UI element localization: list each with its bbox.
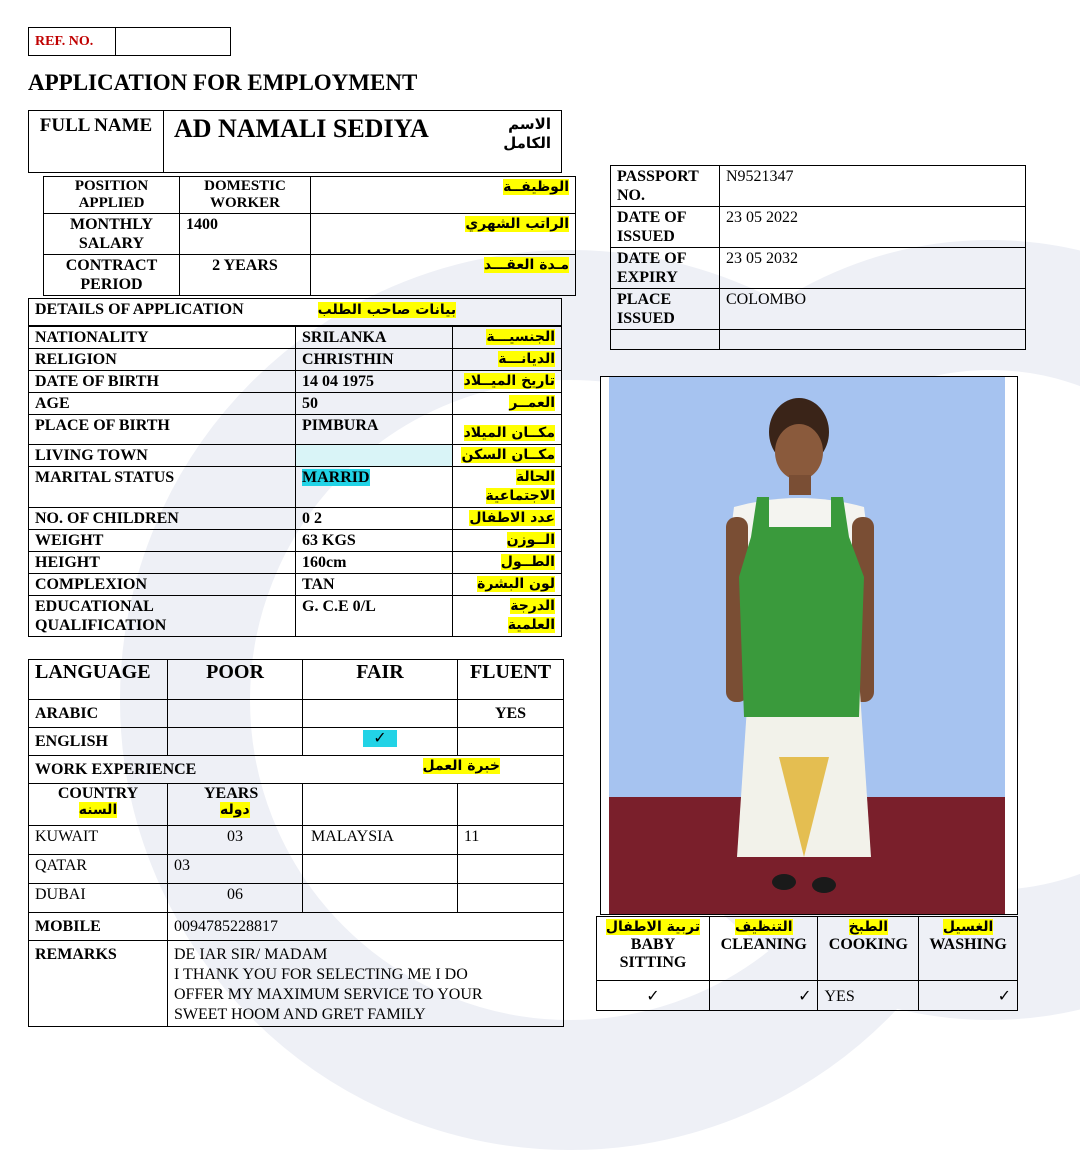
position-value: DOMESTIC WORKER: [180, 177, 311, 214]
living-town-label: LIVING TOWN: [29, 444, 296, 466]
dob-label: DATE OF BIRTH: [29, 370, 296, 392]
marital-ar: الحالة الاجتماعية: [453, 466, 562, 507]
mobile-label: MOBILE: [29, 913, 168, 941]
age-value: 50: [296, 392, 453, 414]
work-label: WORK EXPERIENCE: [29, 756, 303, 784]
children-value: 0 2: [296, 507, 453, 529]
lang-english: ENGLISH: [29, 728, 168, 756]
passport-no-value: N9521347: [720, 166, 1026, 207]
date-issued-value: 23 05 2022: [720, 207, 1026, 248]
ref-table: [28, 27, 231, 56]
work-country-2: MALAYSIA: [303, 826, 458, 855]
nationality-ar: الجنسيـــة: [453, 326, 562, 349]
details-label: DETAILS OF APPLICATION بيانات صاحب الطلب: [29, 299, 562, 326]
remarks-label: REMARKS: [29, 941, 168, 1027]
work-ar: خبرة العمل: [303, 756, 564, 784]
date-expiry-label: DATE OF EXPIRY: [611, 248, 720, 289]
place-issued-value: COLOMBO: [720, 289, 1026, 330]
salary-value: 1400: [180, 214, 311, 255]
english-poor: [168, 728, 303, 756]
english-fluent: [458, 728, 564, 756]
work-country: DUBAI: [29, 884, 168, 913]
work-country-2: [303, 884, 458, 913]
marital-label: MARITAL STATUS: [29, 466, 296, 507]
passport-table: [610, 165, 1026, 350]
work-country: QATAR: [29, 855, 168, 884]
fluent-header: FLUENT: [458, 660, 564, 700]
language-table: [28, 659, 564, 1027]
position-table: [43, 176, 576, 296]
children-ar: عدد الاطفال: [453, 507, 562, 529]
place-issued-label: PLACE ISSUED: [611, 289, 720, 330]
position-ar: الوظيفــة: [311, 177, 576, 214]
skill-cooking: الطبخ COOKING: [818, 917, 919, 981]
full-name-label: FULL NAME: [29, 111, 164, 173]
work-country: KUWAIT: [29, 826, 168, 855]
details-table: [28, 298, 562, 637]
education-value: G. C.E 0/L: [296, 595, 453, 636]
skills-table: [596, 916, 1018, 1011]
applicant-photo: [609, 377, 1005, 914]
age-ar: العمــر: [453, 392, 562, 414]
living-town-value: [296, 444, 453, 466]
applicant-photo-frame: [600, 376, 1018, 915]
pob-value: PIMBURA: [296, 414, 453, 444]
height-label: HEIGHT: [29, 551, 296, 573]
work-country-2: [303, 855, 458, 884]
lang-arabic: ARABIC: [29, 700, 168, 728]
remarks-value: DE IAR SIR/ MADAM I THANK YOU FOR SELECTING ME I DO OFFER MY MAXIMUM SERVICE TO YOUR SWEET HOOM AND GRET FAMILY: [168, 941, 564, 1027]
ref-value[interactable]: [116, 28, 231, 56]
weight-value: 63 KGS: [296, 529, 453, 551]
pob-ar: مكــان الميلاد: [453, 414, 562, 444]
cooking-value: YES: [818, 981, 919, 1011]
religion-ar: الديانـــة: [453, 348, 562, 370]
date-issued-label: DATE OF ISSUED: [611, 207, 720, 248]
work-years: 03: [168, 855, 303, 884]
education-label: EDUCATIONAL QUALIFICATION: [29, 595, 296, 636]
work-years-2: [458, 884, 564, 913]
skill-cleaning: التنظيف CLEANING: [710, 917, 818, 981]
complexion-ar: لون البشرة: [453, 573, 562, 595]
language-header: LANGUAGE: [29, 660, 168, 700]
dob-ar: تاريخ الميــلاد: [453, 370, 562, 392]
country-header: COUNTRY السنه: [29, 784, 168, 826]
living-town-ar: مكــان السكن: [453, 444, 562, 466]
marital-value: MARRID: [296, 466, 453, 507]
age-label: AGE: [29, 392, 296, 414]
work-years: 06: [168, 884, 303, 913]
fair-header: FAIR: [303, 660, 458, 700]
complexion-label: COMPLEXION: [29, 573, 296, 595]
contract-ar: مـدة العقـــد: [311, 255, 576, 296]
page-title: APPLICATION FOR EMPLOYMENT: [28, 70, 418, 95]
poor-header: POOR: [168, 660, 303, 700]
cleaning-value: ✓: [710, 981, 818, 1011]
date-expiry-value: 23 05 2032: [720, 248, 1026, 289]
work-years: 03: [168, 826, 303, 855]
religion-label: RELIGION: [29, 348, 296, 370]
arabic-poor: [168, 700, 303, 728]
salary-label: MONTHLY SALARY: [44, 214, 180, 255]
check-icon: ✓: [363, 730, 396, 747]
baby-sitting-value: ✓: [597, 981, 710, 1011]
contract-label: CONTRACT PERIOD: [44, 255, 180, 296]
nationality-value: SRILANKA: [296, 326, 453, 349]
height-value: 160cm: [296, 551, 453, 573]
work-years-2: [458, 855, 564, 884]
name-table: [28, 110, 562, 173]
work-years-2: 11: [458, 826, 564, 855]
religion-value: CHRISTHIN: [296, 348, 453, 370]
pob-label: PLACE OF BIRTH: [29, 414, 296, 444]
details-ar: بيانات صاحب الطلب: [317, 302, 457, 318]
skill-baby-sitting: تربية الاطفال BABY SITTING: [597, 917, 710, 981]
contract-value: 2 YEARS: [180, 255, 311, 296]
complexion-value: TAN: [296, 573, 453, 595]
ref-label: REF. NO.: [29, 28, 116, 56]
weight-ar: الــوزن: [453, 529, 562, 551]
years-header: YEARS دوله: [168, 784, 303, 826]
full-name-ar: الاسم الكامل: [454, 111, 562, 173]
full-name-value: AD NAMALI SEDIYA: [164, 111, 455, 173]
passport-no-label: PASSPORT NO.: [611, 166, 720, 207]
dob-value: 14 04 1975: [296, 370, 453, 392]
mobile-value: 0094785228817: [168, 913, 564, 941]
english-fair: [303, 728, 458, 756]
weight-label: WEIGHT: [29, 529, 296, 551]
height-ar: الطــول: [453, 551, 562, 573]
arabic-fair: [303, 700, 458, 728]
children-label: NO. OF CHILDREN: [29, 507, 296, 529]
nationality-label: NATIONALITY: [29, 326, 296, 349]
salary-ar: الراتب الشهري: [311, 214, 576, 255]
position-label: POSITION APPLIED: [44, 177, 180, 214]
skill-washing: الغسيل WASHING: [919, 917, 1018, 981]
washing-value: ✓: [919, 981, 1018, 1011]
education-ar: الدرجة العلمية: [453, 595, 562, 636]
arabic-fluent: YES: [458, 700, 564, 728]
